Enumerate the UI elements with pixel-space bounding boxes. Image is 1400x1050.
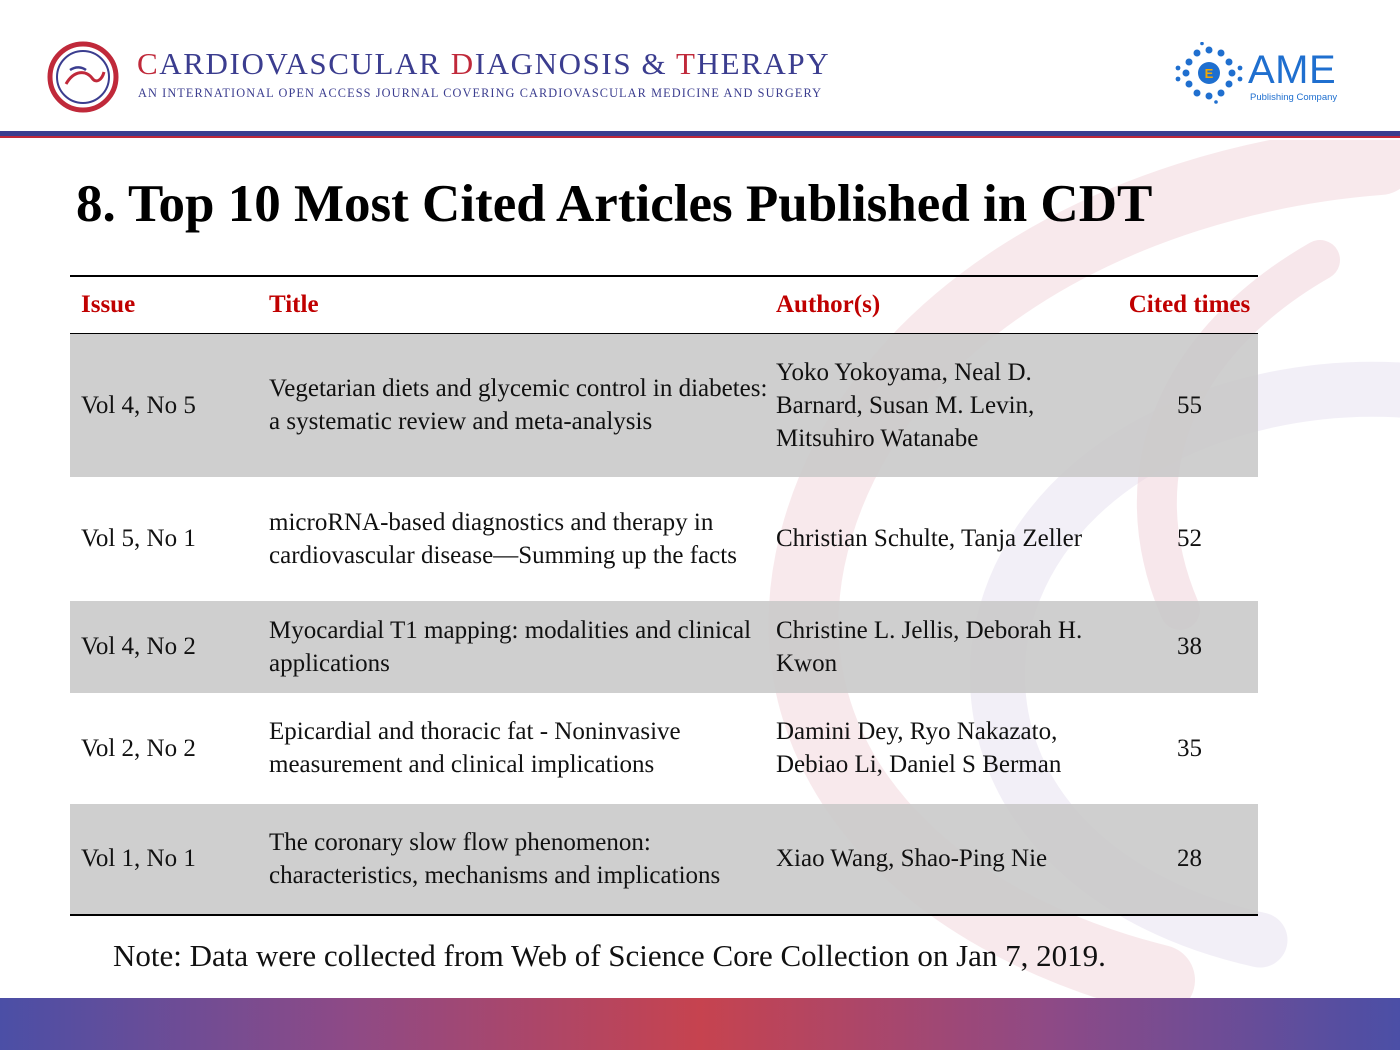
cell-title: Epicardial and thoracic fat - Noninvasive measurement and clinical implications [269,718,681,778]
header-cited-times: Cited times [1121,276,1258,334]
journal-title-initial-d: D [450,46,475,81]
cell-authors: Damini Dey, Ryo Nakazato, Debiao Li, Daniel S Berman [776,718,1062,778]
header-divider-red [0,136,1400,138]
journal-title [137,46,830,82]
cell-issue: Vol 4, No 5 [70,334,269,477]
table-row [70,601,1258,693]
cell-issue: Vol 2, No 2 [81,734,196,762]
table-row [70,334,1258,477]
footer-gradient-bar [0,998,1400,1050]
cell-cited-times: 35 [1177,734,1202,762]
cell-cited-times: 52 [1177,525,1202,552]
svg-text:E: E [1204,66,1214,81]
cell-issue: Vol 4, No 2 [70,601,269,693]
publisher-subtitle: Publishing Company [1250,92,1338,103]
cell-authors: Christian Schulte, Tanja Zeller [776,525,1083,552]
journal-title-initial-c: C [137,46,160,81]
publisher-name: AME [1248,48,1337,92]
header-authors: Author(s) [776,276,1121,334]
cell-issue: Vol 5, No 1 [81,525,196,552]
table-row [70,804,1258,915]
cell-authors: Yoko Yokoyama, Neal D. Barnard, Susan M. Levin, Mitsuhiro Watanabe [776,334,1121,477]
table-row [70,477,1258,601]
cell-authors: Xiao Wang, Shao-Ping Nie [776,804,1121,915]
cell-title: microRNA-based diagnostics and therapy in cardiovascular disease—Summing up the facts [269,508,737,569]
journal-title-part-2: IAGNOSIS & [474,46,677,81]
page-title: 8. Top 10 Most Cited Articles Published in CDT [76,175,1153,233]
journal-title-part-3: HERAPY [696,46,831,81]
ame-logo-icon [1174,42,1244,104]
cell-authors: Christine L. Jellis, Deborah H. Kwon [776,601,1121,693]
journal-logo-icon [46,40,120,114]
table-row [70,693,1258,804]
most-cited-table [70,275,1258,916]
data-source-note: Note: Data were collected from Web of Science Core Collection on Jan 7, 2019. [113,938,1106,973]
cell-issue: Vol 1, No 1 [70,804,269,915]
cell-cited-times: 38 [1121,601,1258,693]
cell-cited-times: 55 [1121,334,1258,477]
journal-subtitle: AN INTERNATIONAL OPEN ACCESS JOURNAL COVERING CARDIOVASCULAR MEDICINE AND SURGERY [138,86,823,100]
cell-title: The coronary slow flow phenomenon: characteristics, mechanisms and implications [269,804,776,915]
journal-title-initial-t: T [676,46,697,81]
header-title: Title [269,276,776,334]
cell-title: Vegetarian diets and glycemic control in diabetes: a systematic review and meta-analysis [269,334,776,477]
journal-title-part-1: ARDIOVASCULAR [159,46,451,81]
cell-title: Myocardial T1 mapping: modalities and clinical applications [269,601,776,693]
cell-cited-times: 28 [1121,804,1258,915]
header-issue: Issue [70,276,269,334]
slide-header [0,0,1400,130]
table-header-row [70,276,1258,334]
